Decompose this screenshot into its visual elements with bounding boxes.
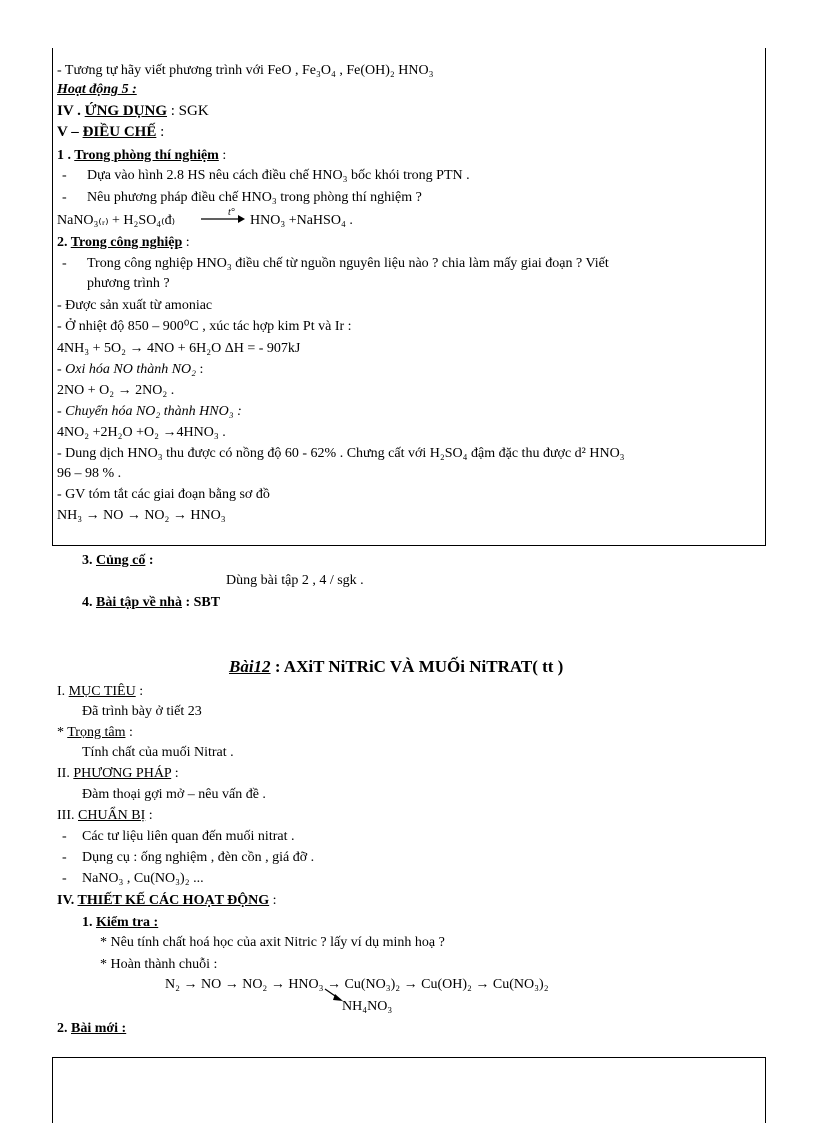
text-line: - Được sản xuất từ amoniac	[57, 298, 213, 313]
reaction-arrow-icon	[200, 214, 246, 224]
text-line: - GV tóm tắt các giai đoạn bằng sơ đồ	[57, 487, 270, 502]
list-item: Dụng cụ : ống nghiệm , đèn cồn , giá đỡ .	[82, 850, 315, 865]
step-heading: - Oxi hóa NO thành NO₂ :	[57, 362, 204, 377]
activity-table-start	[52, 1057, 766, 1123]
section-heading: IV . ỨNG DỤNG : SGK	[57, 103, 209, 119]
subsection-heading: 2. Trong công nghiệp :	[57, 235, 190, 250]
text-line: phương trình ?	[87, 276, 170, 291]
section-heading: I. MỤC TIÊU :	[57, 684, 144, 699]
text-line: Dựa vào hình 2.8 HS nêu cách điều chế HNO₃ bốc khói trong PTN .	[87, 168, 470, 183]
homework-heading: 4. Bài tập về nhà : SBT	[82, 595, 221, 610]
equation: 2NO + O₂ → 2NO₂ .	[57, 383, 175, 398]
temperature-label: t°	[228, 207, 235, 218]
text-line: Tính chất của muối Nitrat .	[82, 745, 234, 760]
subsection-heading: 1 . Trong phòng thí nghiệm :	[57, 148, 227, 163]
bullet-marker: -	[62, 190, 67, 205]
text-line: - Dung dịch HNO₃ thu được có nồng độ 60 - 62% . Chưng cất với H₂SO₄ đậm đặc thu được d² HNO₃	[57, 446, 625, 461]
section-heading: IV. THIẾT KẾ CÁC HOẠT ĐỘNG :	[57, 893, 277, 908]
text-line: Đàm thoại gợi mở – nêu vấn đề .	[82, 787, 266, 802]
reaction-chain: N₂ → NO → NO₂ → HNO₃ → Cu(NO₃)₂ → Cu(OH)₂ → Cu(NO₃)₂	[165, 977, 549, 992]
equation-products: HNO₃ +NaHSO₄ .	[250, 213, 353, 228]
bullet-marker: -	[62, 829, 67, 844]
step-heading: - Chuyển hóa NO₂ thành HNO₃ :	[57, 404, 242, 419]
text-line: 96 – 98 % .	[57, 466, 122, 481]
question: * Hoàn thành chuỗi :	[100, 957, 218, 972]
equation: 4NO₂ +2H₂O +O₂ →4HNO₃ .	[57, 425, 226, 440]
lesson-title: Bài12 : AXiT NiTRiC VÀ MUỐi NiTRAT( tt )	[229, 657, 564, 676]
subsection-heading: 2. Bài mới :	[57, 1021, 127, 1036]
equation-reactants: NaNO₃₍ᵣ₎ + H₂SO₄₍đ₎	[57, 213, 176, 228]
text-line: Dùng bài tập 2 , 4 / sgk .	[226, 573, 364, 588]
bullet-marker: -	[62, 168, 67, 183]
question: * Nêu tính chất hoá học của axit Nitric ? lấy ví dụ minh hoạ ?	[100, 935, 445, 950]
text-line: Trong công nghiệp HNO₃ điều chế từ nguồn nguyên liệu nào ? chia làm mấy giai đoạn ? Viết	[87, 256, 609, 271]
consolidation-heading: 3. Củng cố :	[82, 553, 154, 568]
section-heading: V – ĐIỀU CHẾ :	[57, 124, 165, 140]
bullet-marker: -	[62, 871, 67, 886]
list-item: NaNO₃ , Cu(NO₃)₂ ...	[82, 871, 204, 886]
section-heading: II. PHƯƠNG PHÁP :	[57, 766, 179, 781]
bullet-marker: -	[62, 256, 67, 271]
text-line: Đã trình bày ở tiết 23	[82, 704, 202, 719]
activity-heading: Hoạt động 5 :	[57, 82, 137, 97]
equation: 4NH₃ + 5O₂ → 4NO + 6H₂O ΔH = - 907kJ	[57, 341, 301, 356]
subsection-heading: 1. Kiểm tra :	[82, 915, 159, 930]
bullet-marker: -	[62, 850, 67, 865]
section-heading: III. CHUẨN BỊ :	[57, 808, 153, 823]
section-heading: * Trọng tâm :	[57, 725, 133, 740]
scheme: NH₃ → NO → NO₂ → HNO₃	[57, 508, 226, 523]
text-line: - Tương tự hãy viết phương trình với FeO , Fe₃O₄ , Fe(OH)₂ HNO₃	[57, 63, 434, 78]
text-line: Nêu phương pháp điều chế HNO₃ trong phòng thí nghiệm ?	[87, 190, 422, 205]
text-line: - Ở nhiệt độ 850 – 900⁰C , xúc tác hợp kim Pt và Ir :	[57, 319, 352, 334]
list-item: Các tư liệu liên quan đến muối nitrat .	[82, 829, 295, 844]
branch-product: NH₄NO₃	[342, 999, 393, 1014]
